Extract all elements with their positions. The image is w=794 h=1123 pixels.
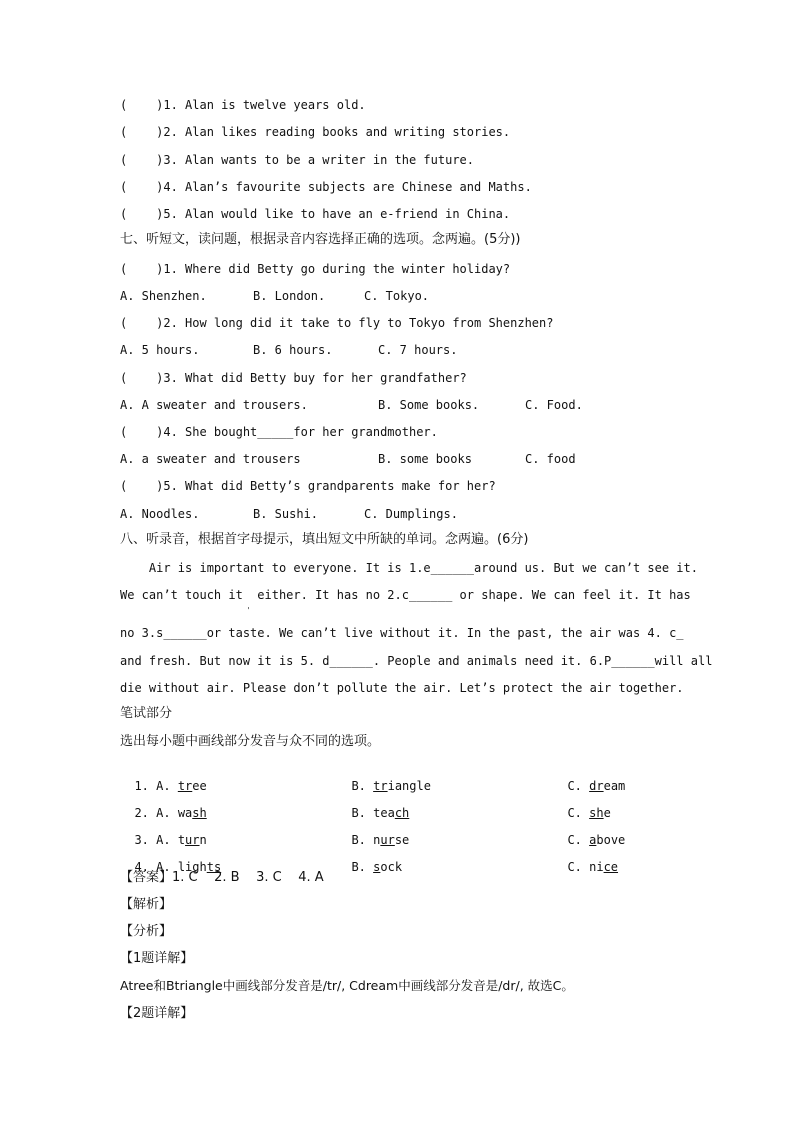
section-title: 笔试部分: [120, 706, 173, 721]
option: A. Shenzhen.: [120, 289, 207, 303]
phonics-option-a: 3. A. turn: [134, 833, 207, 847]
section-title: 七、听短文，读问题，根据录音内容选择正确的选项。念两遍。(5分)): [120, 232, 521, 247]
option: A. a sweater and trousers: [120, 452, 301, 466]
passage-line: and fresh. But now it is 5. d______. People and animals need it. 6.P______will all: [120, 654, 713, 668]
question-line: ( )1. Where did Betty go during the winter holiday?: [120, 262, 511, 276]
question-line: ( )4. She bought_____for her grandmother.: [120, 425, 438, 439]
option: B. some books: [378, 452, 472, 466]
option: A. A sweater and trousers.: [120, 398, 308, 412]
answer-line: 【答案】1. C 2. B 3. C 4. A: [120, 870, 324, 885]
phonics-option-b: B. triangle: [351, 779, 431, 793]
phonics-option-b: B. teach: [351, 806, 410, 820]
question-line: ( )3. What did Betty buy for her grandfather?: [120, 371, 467, 385]
question-line: ( )1. Alan is twelve years old.: [120, 98, 366, 112]
passage-line: Air is important to everyone. It is 1.e______around us. But we can’t see it.: [120, 561, 698, 575]
question-line: ( )2. How long did it take to fly to Tokyo from Shenzhen?: [120, 316, 554, 330]
phonics-option-b: B. nurse: [351, 833, 410, 847]
phonics-option-c: C. dream: [567, 779, 626, 793]
phonics-option-a: 1. A. tree: [134, 779, 207, 793]
analysis-subheading: 【分析】: [120, 924, 173, 939]
option: A. 5 hours.: [120, 343, 200, 357]
option: B. 6 hours.: [253, 343, 333, 357]
passage-line: We can’t touch it either. It has no 2.c______ or shape. We can feel it. It has: [120, 588, 691, 602]
option: C. 7 hours.: [378, 343, 458, 357]
phonics-option-c: C. above: [567, 833, 626, 847]
question-line: ( )2. Alan likes reading books and writing stories.: [120, 125, 511, 139]
question-line: ( )5. Alan would like to have an e-friend in China.: [120, 207, 511, 221]
question-line: ( )4. Alan’s favourite subjects are Chinese and Maths.: [120, 180, 532, 194]
option: A. Noodles.: [120, 507, 200, 521]
option: B. Sushi.: [253, 507, 319, 521]
passage-line: die without air. Please don’t pollute the air. Let’s protect the air together.: [120, 681, 684, 695]
option: B. Some books.: [378, 398, 480, 412]
option: C. Tokyo.: [364, 289, 430, 303]
phonics-option-c: C. nice: [567, 860, 619, 874]
question-line: ( )3. Alan wants to be a writer in the future.: [120, 153, 475, 167]
detail-text: Atree和Btriangle中画线部分发音是/tr/, Cdream中画线部分发音是/dr/, 故选C。: [120, 978, 574, 993]
question-line: ( )5. What did Betty’s grandparents make for her?: [120, 479, 496, 493]
detail-heading: 【1题详解】: [120, 951, 194, 966]
phonics-option-b: B. sock: [351, 860, 403, 874]
instruction: 选出每小题中画线部分发音与众不同的选项。: [120, 734, 381, 749]
phonics-option-a: 4. A. lights: [134, 860, 222, 874]
option: B. London.: [253, 289, 326, 303]
analysis-heading: 【解析】: [120, 897, 173, 912]
phonics-option-a: 2. A. wash: [134, 806, 207, 820]
option: C. Food.: [525, 398, 583, 412]
option: C. Dumplings.: [364, 507, 458, 521]
stray-mark: ': [246, 606, 251, 615]
detail-heading: 【2题详解】: [120, 1006, 194, 1021]
phonics-option-c: C. she: [567, 806, 611, 820]
section-title: 八、听录音，根据首字母提示，填出短文中所缺的单词。念两遍。(6分): [120, 532, 529, 547]
passage-line: no 3.s______or taste. We can’t live without it. In the past, the air was 4. c_: [120, 626, 684, 640]
option: C. food: [525, 452, 576, 466]
